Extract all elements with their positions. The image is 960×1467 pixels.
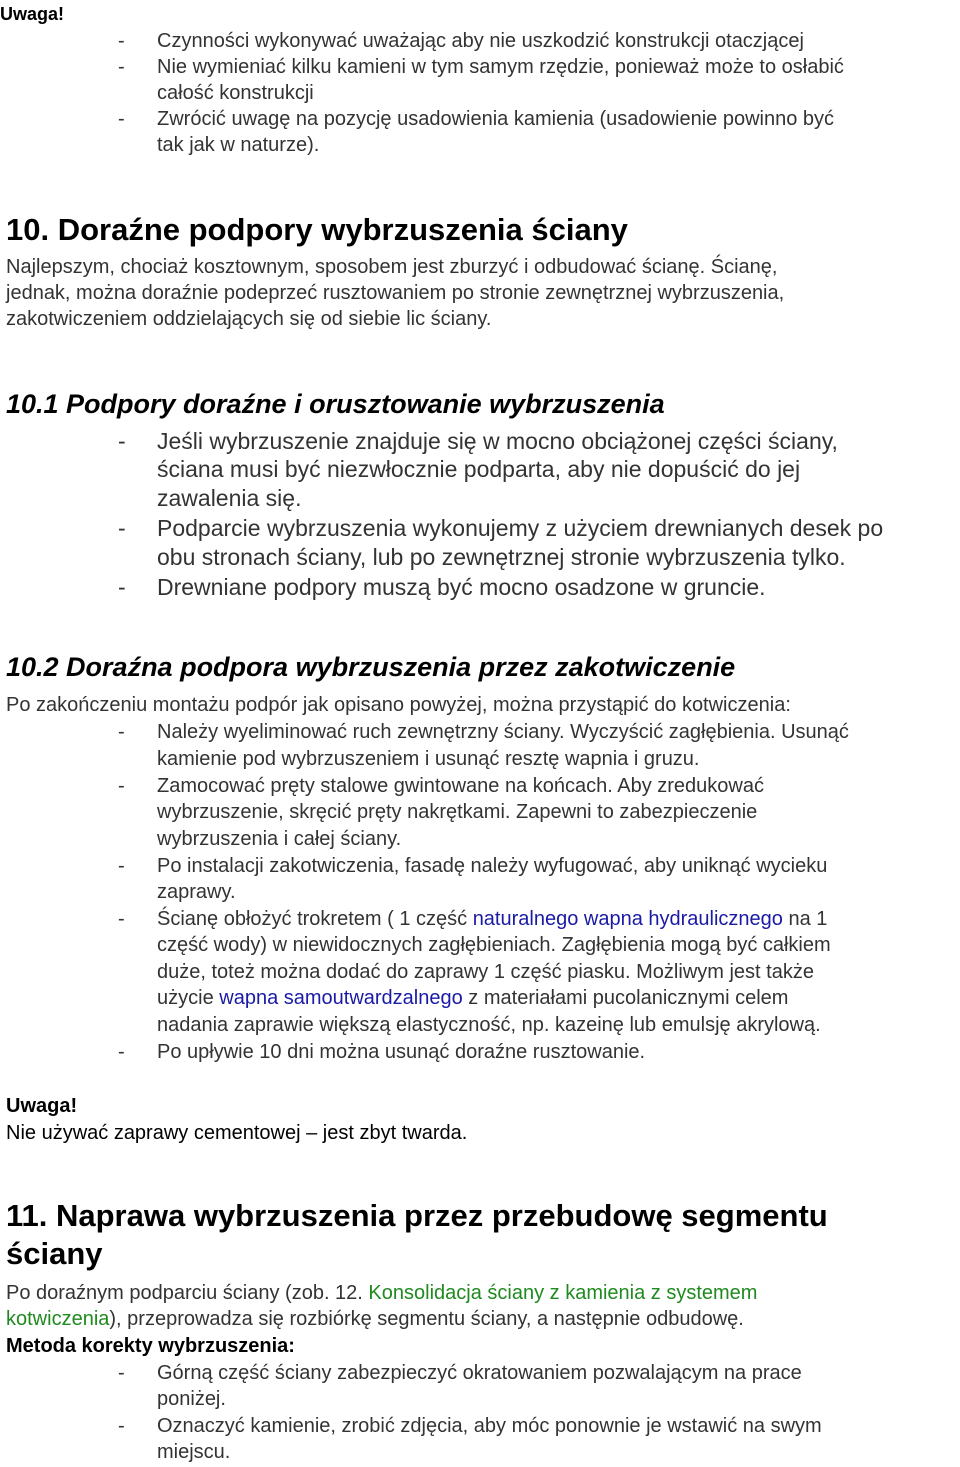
- list-item-cont: część wody) w niewidocznych zagłębieniach. Zagłębienia mogą być całkiem: [157, 934, 831, 956]
- list-item: Zamocować pręty stalowe gwintowane na końcach. Aby zredukować: [157, 775, 764, 797]
- list-item-cont: całość konstrukcji: [157, 82, 314, 104]
- list-item: Jeśli wybrzuszenie znajduje się w mocno obciążonej części ściany,: [157, 428, 838, 454]
- bullet: -: [118, 855, 125, 877]
- uwaga-title: Uwaga!: [6, 1095, 78, 1117]
- bullet: -: [118, 1415, 125, 1437]
- text-span: użycie: [157, 987, 220, 1009]
- list-item: Podparcie wybrzuszenia wykonujemy z użyciem drewnianych desek po: [157, 515, 884, 541]
- link-anchoring[interactable]: kotwiczenia: [6, 1308, 110, 1330]
- list-item-cont: duże, toteż można dodać do zaprawy 1 część piasku. Możliwym jest także: [157, 961, 814, 983]
- paragraph-line: jednak, można doraźnie podeprzeć rusztowaniem po stronie zewnętrznej wybrzuszenia,: [6, 282, 785, 304]
- list-item: Nie wymieniać kilku kamieni w tym samym rzędzie, ponieważ może to osłabić: [157, 56, 844, 78]
- paragraph-line: Nie używać zaprawy cementowej – jest zbyt twarda.: [6, 1122, 468, 1144]
- subsection-heading: 10.2 Doraźna podpora wybrzuszenia przez zakotwiczenie: [6, 652, 736, 682]
- text-span: Ścianę obłożyć trokretem ( 1 część: [157, 908, 473, 930]
- list-item-cont: zawalenia się.: [157, 485, 302, 511]
- uwaga-title: Uwaga!: [0, 4, 65, 24]
- bullet: -: [118, 1041, 125, 1063]
- list-item-cont: tak jak w naturze).: [157, 134, 320, 156]
- list-item: Czynności wykonywać uważając aby nie uszkodzić konstrukcji otaczjącej: [157, 30, 804, 52]
- list-item: Górną część ściany zabezpieczyć okratowaniem pozwalającym na prace: [157, 1362, 802, 1384]
- link-consolidation[interactable]: Konsolidacja ściany z kamienia z systemem: [368, 1282, 758, 1304]
- list-item: Drewniane podpory muszą być mocno osadzone w gruncie.: [157, 574, 766, 600]
- link-self-hardening-lime[interactable]: wapna samoutwardzalnego: [219, 987, 463, 1009]
- list-item-cont: poniżej.: [157, 1388, 226, 1410]
- list-item: [157, 908, 827, 931]
- text-span: Po doraźnym podparciu ściany (zob. 12.: [6, 1282, 369, 1304]
- list-item: Oznaczyć kamienie, zrobić zdjęcia, aby móc ponownie je wstawić na swym: [157, 1415, 822, 1437]
- bullet: -: [118, 721, 125, 743]
- list-item-cont: kamienie pod wybrzuszeniem i usunąć resztę wapnia i gruzu.: [157, 748, 700, 770]
- text-span: ), przeprowadza się rozbiórkę segmentu ściany, a następnie odbudowę.: [109, 1308, 744, 1330]
- list-item-cont: ściana musi być niezwłocznie podparta, aby nie dopuścić do jej: [157, 456, 801, 482]
- paragraph-line: [6, 1282, 757, 1305]
- section-heading: 11. Naprawa wybrzuszenia przez przebudowę segmentu: [6, 1198, 828, 1233]
- bullet: -: [118, 428, 126, 454]
- list-item-cont: zaprawy.: [157, 881, 236, 903]
- bullet: -: [118, 515, 126, 541]
- method-title: Metoda korekty wybrzuszenia:: [6, 1335, 295, 1357]
- list-item: Po upływie 10 dni można usunąć doraźne rusztowanie.: [157, 1041, 646, 1063]
- link-natural-hydraulic-lime[interactable]: naturalnego wapna hydraulicznego: [472, 908, 783, 930]
- list-item: Zwrócić uwagę na pozycję usadowienia kamienia (usadowienie powinno być: [157, 108, 835, 130]
- bullet: -: [118, 775, 125, 797]
- list-item-cont: [157, 987, 788, 1010]
- section-heading-cont: ściany: [6, 1236, 103, 1271]
- bullet: -: [118, 30, 125, 52]
- list-item: Należy wyeliminować ruch zewnętrzny ściany. Wyczyścić zagłębienia. Usunąć: [157, 721, 849, 743]
- paragraph-line: zakotwiczeniem oddzielających się od siebie lic ściany.: [6, 308, 492, 330]
- list-item-cont: miejscu.: [157, 1441, 231, 1463]
- paragraph-line: Po zakończeniu montażu podpór jak opisano powyżej, można przystąpić do kotwiczenia:: [6, 694, 791, 716]
- bullet: -: [118, 56, 125, 78]
- list-item-cont: wybrzuszenia i całej ściany.: [157, 828, 402, 850]
- text-span: z materiałami pucolanicznymi celem: [462, 987, 789, 1009]
- list-item: Po instalacji zakotwiczenia, fasadę należy wyfugować, aby uniknąć wycieku: [157, 855, 828, 877]
- subsection-heading: 10.1 Podpory doraźne i orusztowanie wybrzuszenia: [6, 389, 665, 419]
- list-item-cont: wybrzuszenie, skręcić pręty nakrętkami. Zapewni to zabezpieczenie: [157, 801, 758, 823]
- paragraph-line: [6, 1308, 744, 1331]
- bullet: -: [118, 908, 125, 930]
- bullet: -: [118, 1362, 125, 1384]
- list-item-cont: nadania zaprawie większą elastyczność, np. kazeinę lub emulsję akrylową.: [157, 1014, 821, 1036]
- text-span: na 1: [782, 908, 828, 930]
- list-item-cont: obu stronach ściany, lub po zewnętrznej stronie wybrzuszenia tylko.: [157, 544, 846, 570]
- bullet: -: [118, 574, 126, 600]
- bullet: -: [118, 108, 125, 130]
- section-heading: 10. Doraźne podpory wybrzuszenia ściany: [6, 212, 628, 247]
- paragraph-line: Najlepszym, chociaż kosztownym, sposobem jest zburzyć i odbudować ścianę. Ścianę,: [6, 256, 778, 278]
